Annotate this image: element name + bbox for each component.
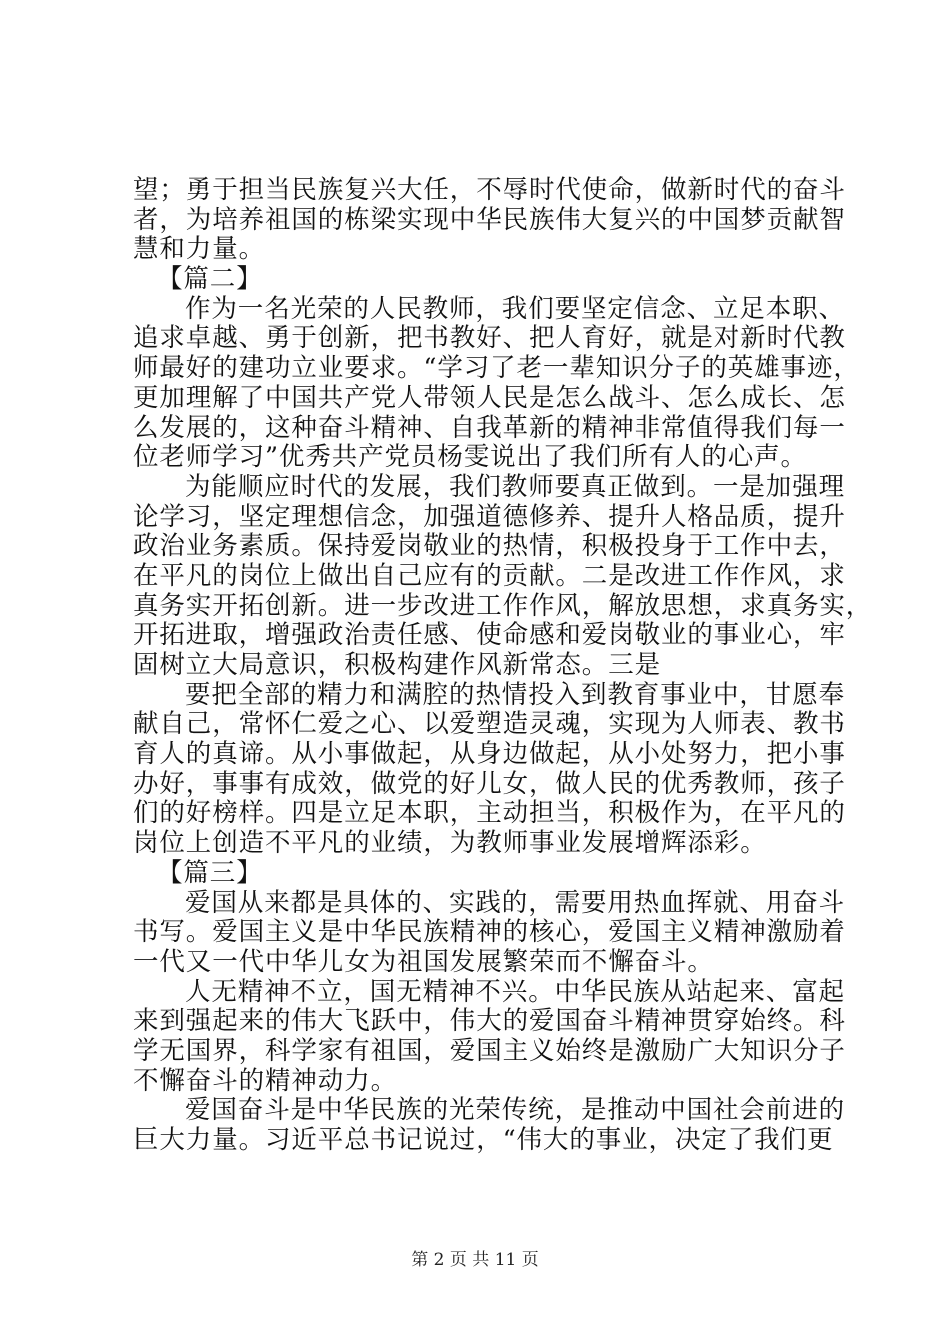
paragraph-first-line: 为能顺应时代的发展，我们教师要真正做到。一是加强理	[185, 471, 846, 502]
document-body	[133, 175, 873, 1156]
text-line: 师最好的建功立业要求。“学习了老一辈知识分子的英雄事迹，	[133, 353, 860, 384]
paragraph-first-line: 要把全部的精力和满腔的热情投入到教育事业中，甘愿奉	[185, 679, 846, 710]
text-line: 办好，事事有成效，做党的好儿女，做人民的优秀教师，孩子	[133, 768, 846, 799]
text-line: 位老师学习”优秀共产党员杨雯说出了我们所有人的心声。	[133, 442, 807, 473]
paragraph-first-line: 爱国奋斗是中华民族的光荣传统，是推动中国社会前进的	[185, 1095, 846, 1126]
text-line: 巨大力量。习近平总书记说过，“伟大的事业，决定了我们更	[133, 1125, 834, 1155]
text-line: 来到强起来的伟大飞跃中，伟大的爱国奋斗精神贯穿始终。科	[133, 1006, 846, 1037]
text-line: 学无国界，科学家有祖国，爱国主义始终是激励广大知识分子	[133, 1035, 846, 1066]
text-line: 献自己，常怀仁爱之心、以爱塑造灵魂，实现为人师表、教书	[133, 709, 846, 740]
text-line: 望；勇于担当民族复兴大任，不辱时代使命，做新时代的奋斗	[133, 175, 846, 205]
text-line: 更加理解了中国共产党人带领人民是怎么战斗、怎么成长、怎	[133, 382, 846, 413]
text-line: 么发展的，这种奋斗精神、自我革新的精神非常值得我们每一	[133, 412, 846, 443]
text-line: 不懈奋斗的精神动力。	[133, 1065, 398, 1096]
text-line: 慧和力量。	[133, 234, 266, 265]
text-line: 开拓进取，增强政治责任感、使命感和爱岗敬业的事业心，牢	[133, 620, 846, 651]
text-line: 岗位上创造不平凡的业绩，为教师事业发展增辉添彩。	[133, 828, 767, 859]
text-line: 在平凡的岗位上做出自己应有的贡献。二是改进工作作风，求	[133, 560, 846, 591]
paragraph-first-line: 爱国从来都是具体的、实践的，需要用热血挥就、用奋斗	[185, 887, 846, 918]
section-heading-part-three: 【篇三】	[157, 857, 263, 888]
page-number-footer: 第 2 页 共 11 页	[411, 1250, 539, 1270]
text-line: 政治业务素质。保持爱岗敬业的热情，积极投身于工作中去，	[133, 531, 846, 562]
text-line: 固树立大局意识，积极构建作风新常态。三是	[133, 650, 662, 680]
paragraph-first-line: 作为一名光荣的人民教师，我们要坚定信念、立足本职、	[185, 293, 846, 324]
text-line: 书写。爱国主义是中华民族精神的核心，爱国主义精神激励着	[133, 917, 846, 948]
text-line: 育人的真谛。从小事做起，从身边做起，从小处努力，把小事	[133, 739, 846, 770]
text-line: 追求卓越、勇于创新，把书教好、把人育好，就是对新时代教	[133, 323, 846, 354]
paragraph-first-line: 人无精神不立，国无精神不兴。中华民族从站起来、富起	[185, 976, 846, 1007]
text-line: 真务实开拓创新。进一步改进工作作风，解放思想，求真务实，	[133, 590, 873, 621]
text-line: 们的好榜样。四是立足本职，主动担当，积极作为，在平凡的	[133, 798, 846, 829]
text-line: 一代又一代中华儿女为祖国发展繁荣而不懈奋斗。	[133, 946, 714, 977]
text-line: 者，为培养祖国的栋梁实现中华民族伟大复兴的中国梦贡献智	[133, 204, 846, 235]
section-heading-part-two: 【篇二】	[157, 264, 263, 295]
text-line: 论学习，坚定理想信念，加强道德修养、提升人格品质，提升	[133, 501, 846, 532]
